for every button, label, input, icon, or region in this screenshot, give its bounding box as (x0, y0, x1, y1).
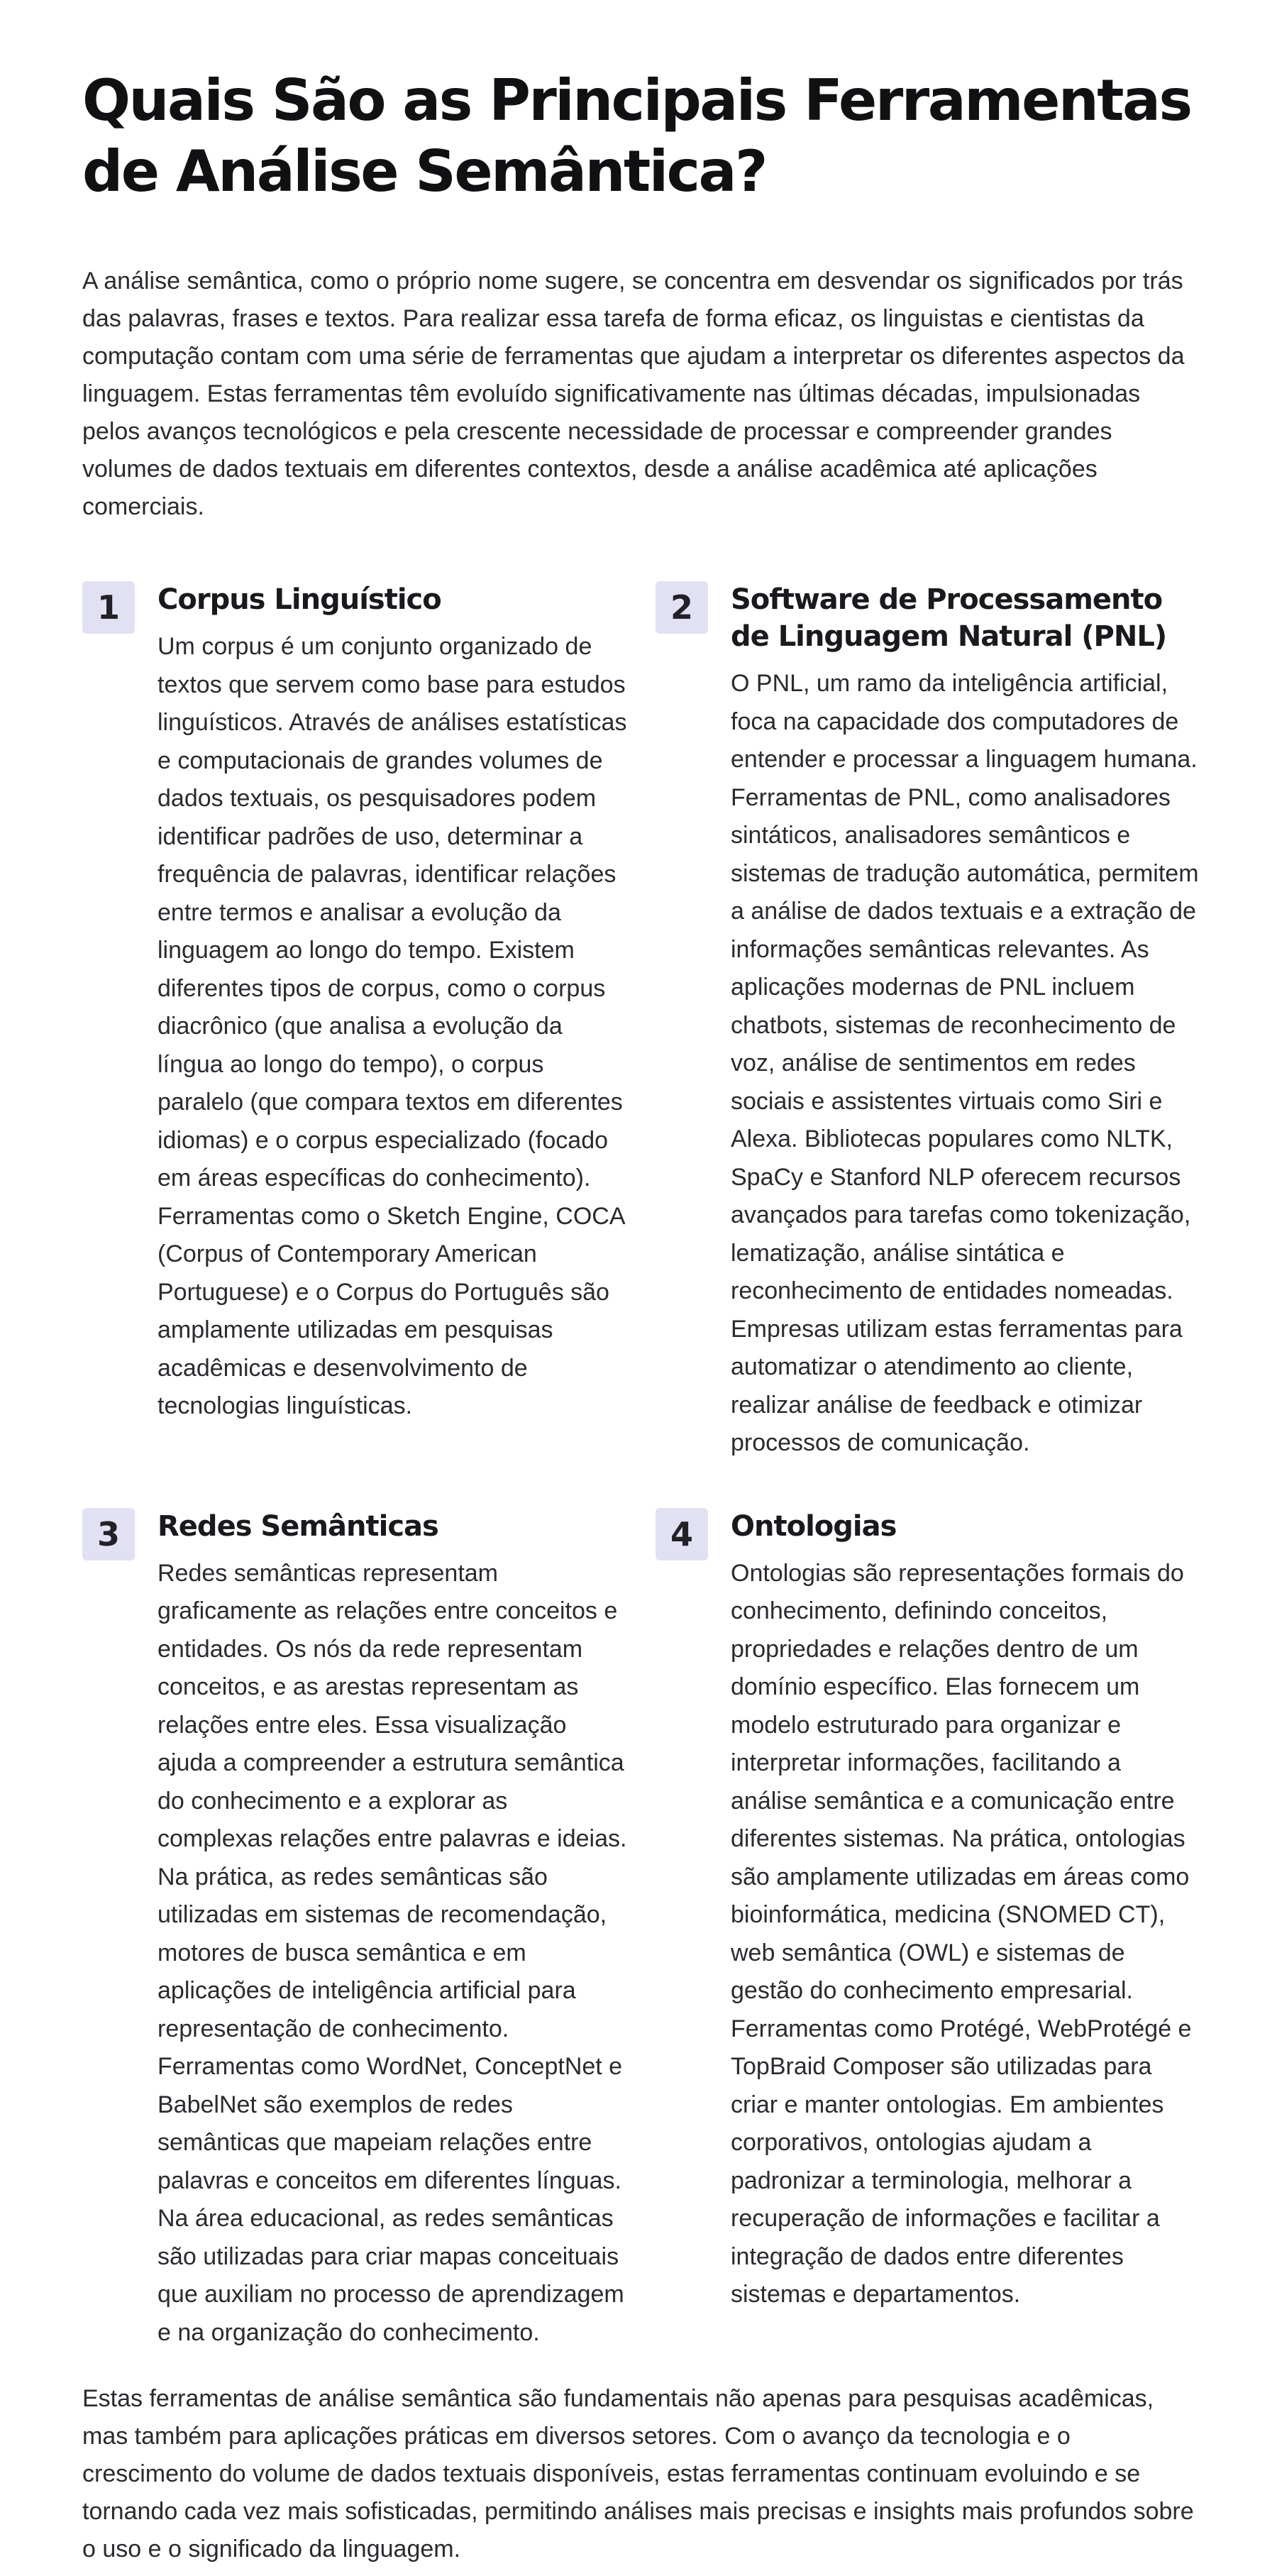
tool-item-redes-semanticas (82, 1508, 656, 2352)
tool-item-title: Corpus Linguístico (157, 583, 441, 616)
tool-item-body (157, 1508, 629, 2352)
intro-paragraph: A análise semântica, como o próprio nome sugere, se concentra em desvendar os significados por trás das palavras, frases e textos. Para realizar essa tarefa de forma eficaz, os linguistas e cientistas da computação contam com uma série de ferramentas que ajudam a interpretar os diferentes aspectos da linguagem. Estas ferramentas têm evoluído significativamente nas últimas décadas, impulsionadas pelos avanços tecnológicos e pela crescente necessidade de processar e compreender grandes volumes de dados textuais em diferentes contextos, desde a análise acadêmica até aplicações comerciais. (82, 268, 1185, 520)
tool-item-title: Ontologias (731, 1509, 897, 1543)
tool-item-pnl (656, 581, 1203, 1463)
tool-item-title: Software de Processamento de Linguagem Natural (PNL) (731, 583, 1167, 653)
page-title: Quais São as Principais Ferramentas de Análise Semântica? (82, 67, 1191, 204)
tool-item-text: Um corpus é um conjunto organizado de textos que servem como base para estudos linguísticos. Através de análises estatísticas e computacionais de grandes volumes de dados textuais, os pesquisadores podem identificar padrões de uso, determinar a frequência de palavras, identificar relações entre termos e analisar a evolução da linguagem ao longo do tempo. Existem diferentes tipos de corpus, como o corpus diacrônico (que analisa a evolução da língua ao longo do tempo), o corpus paralelo (que compara textos em diferentes idiomas) e o corpus especializado (focado em áreas específicas do conhecimento). Ferramentas como o Sketch Engine, COCA (Corpus of Contemporary American Portuguese) e o Corpus do Português são amplamente utilizadas em pesquisas acadêmicas e desenvolvimento de tecnologias linguísticas. (157, 633, 627, 1419)
tools-grid (82, 581, 1199, 2352)
tool-item-body (157, 581, 629, 1426)
tool-item-text: Redes semânticas representam graficamente as relações entre conceitos e entidades. Os nós da rede representam conceitos, e as arestas representam as relações entre eles. Essa visualização ajuda a compreender a estrutura semântica do conhecimento e a explorar as complexas relações entre palavras e ideias. Na prática, as redes semânticas são utilizadas em sistemas de recomendação, motores de busca semântica e em aplicações de inteligência artificial para representação de conhecimento. Ferramentas como WordNet, ConceptNet e BabelNet são exemplos de redes semânticas que mapeiam relações entre palavras e conceitos em diferentes línguas. Na área educacional, as redes semânticas são utilizadas para criar mapas conceituais que auxiliam no processo de aprendizagem e na organização do conhecimento. (157, 1559, 627, 2346)
number-badge: 3 (82, 1508, 135, 1561)
number-badge: 4 (656, 1508, 708, 1561)
tool-item-body (731, 581, 1202, 1463)
tool-item-ontologias (656, 1508, 1203, 2352)
tool-item-text: O PNL, um ramo da inteligência artificial, foca na capacidade dos computadores de entender e processar a linguagem humana. Ferramentas de PNL, como analisadores sintáticos, analisadores semânticos e sistemas de tradução automática, permitem a análise de dados textuais e a extração de informações semânticas relevantes. As aplicações modernas de PNL incluem chatbots, sistemas de reconhecimento de voz, análise de sentimentos em redes sociais e assistentes virtuais como Siri e Alexa. Bibliotecas populares como NLTK, SpaCy e Stanford NLP oferecem recursos avançados para tarefas como tokenização, lematização, análise sintática e reconhecimento de entidades nomeadas. Empresas utilizam estas ferramentas para automatizar o atendimento ao cliente, realizar análise de feedback e otimizar processos de comunicação. (731, 670, 1199, 1456)
tool-item-title: Redes Semânticas (157, 1509, 438, 1543)
number-badge: 2 (656, 581, 708, 634)
conclusion-paragraph: Estas ferramentas de análise semântica são fundamentais não apenas para pesquisas acadêmicas, mas também para aplicações práticas em diversos setores. Com o avanço da tecnologia e o crescimento do volume de dados textuais disponíveis, estas ferramentas continuam evoluindo e se tornando cada vez mais sofisticadas, permitindo análises mais precisas e insights mais profundos sobre o uso e o significado da linguagem. (82, 2385, 1194, 2563)
number-badge: 1 (82, 581, 135, 634)
tool-item-text: Ontologias são representações formais do conhecimento, definindo conceitos, propriedades e relações dentro de um domínio específico. Elas fornecem um modelo estruturado para organizar e interpretar informações, facilitando a análise semântica e a comunicação entre diferentes sistemas. Na prática, ontologias são amplamente utilizadas em áreas como bioinformática, medicina (SNOMED CT), web semântica (OWL) e sistemas de gestão do conhecimento empresarial. Ferramentas como Protégé, WebProtégé e TopBraid Composer são utilizadas para criar e manter ontologias. Em ambientes corporativos, ontologias ajudam a padronizar a terminologia, melhorar a recuperação de informações e facilitar a integração de dados entre diferentes sistemas e departamentos. (731, 1559, 1192, 2308)
tool-item-corpus (82, 581, 656, 1463)
tool-item-body (731, 1508, 1202, 2314)
